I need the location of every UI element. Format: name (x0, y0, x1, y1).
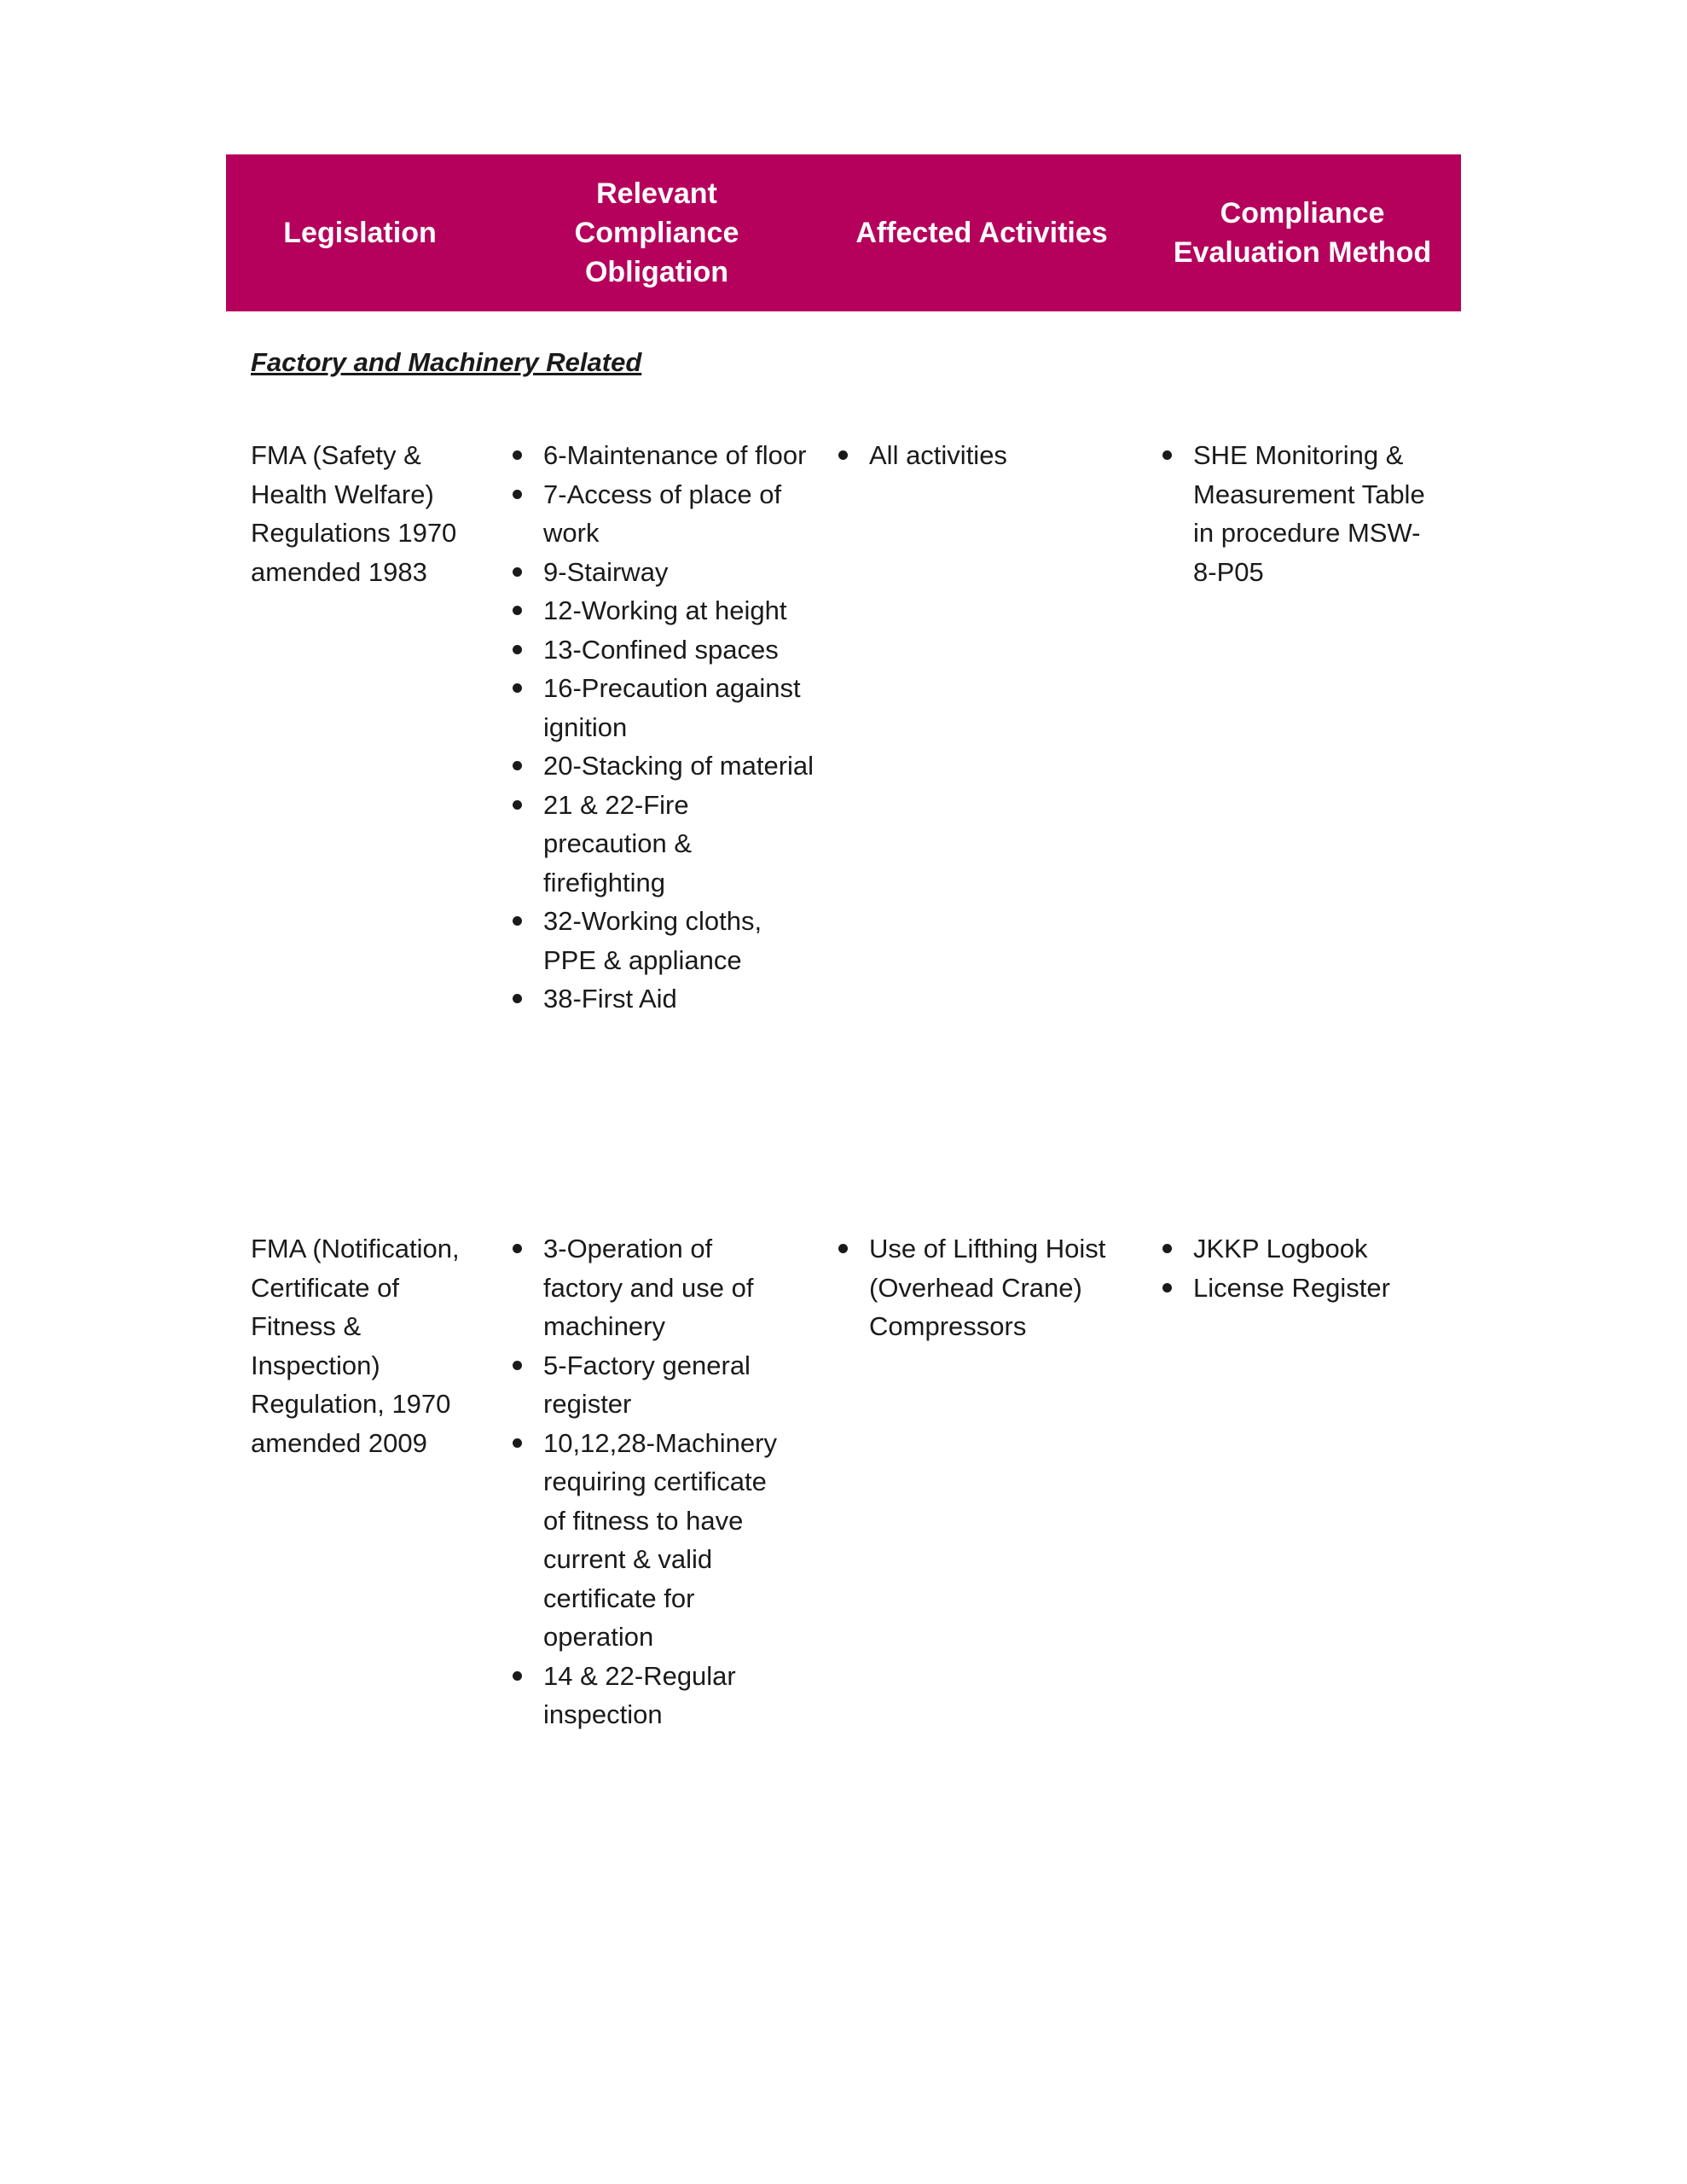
list-item (1144, 1269, 1461, 1308)
obligation-text: 6-Maintenance of floor (543, 440, 807, 470)
bullet-icon (513, 1671, 522, 1681)
activities-list (820, 436, 1144, 475)
obligation-text: 16-Precaution against ignition (543, 673, 801, 742)
list-item (494, 475, 820, 553)
obligation-text: 9-Stairway (543, 556, 669, 587)
bullet-icon (1162, 1244, 1172, 1253)
list-item (1144, 436, 1461, 591)
list-item (494, 553, 820, 592)
bullet-icon (513, 606, 522, 615)
methods-list (1144, 1229, 1461, 1307)
bullet-icon (513, 761, 522, 770)
list-item (494, 746, 820, 786)
obligation-text: 10,12,28-Machinery requiring certificate of fitness to have current & valid certificate for operation (543, 1427, 777, 1652)
bullet-icon (838, 450, 848, 460)
list-item (494, 669, 820, 746)
list-item (494, 591, 820, 630)
table-header (226, 154, 1461, 311)
list-item (494, 1424, 820, 1657)
activity-text: All activities (869, 440, 1007, 470)
bullet-icon (838, 1244, 848, 1253)
bullet-icon (1162, 1283, 1172, 1292)
method-text: SHE Monitoring & Measurement Table in procedure MSW-8-P05 (1193, 440, 1425, 587)
header-evaluation-method: Compliance Evaluation Method (1173, 197, 1432, 269)
obligation-text: 20-Stacking of material (543, 751, 815, 781)
header-legislation: Legislation (283, 217, 437, 249)
obligation-text: 21 & 22-Fire precaution & firefighting (543, 789, 693, 897)
section-title: Factory and Machinery Related (251, 347, 642, 377)
bullet-icon (513, 490, 522, 499)
obligation-text: 7-Access of place of work (543, 479, 782, 548)
list-item (1144, 1229, 1461, 1269)
activities-cell (820, 436, 1144, 475)
bullet-icon (513, 645, 522, 654)
obligation-text: 3-Operation of factory and use of machinery (543, 1234, 754, 1341)
list-item (494, 979, 820, 1019)
obligations-cell (494, 1229, 820, 1734)
legislation-cell: FMA (Safety & Health Welfare) Regulations 1970 amended 1983 (251, 440, 457, 587)
obligation-text: 12-Working at height (543, 595, 787, 625)
activities-cell (820, 1229, 1144, 1346)
methods-cell (1144, 1229, 1461, 1307)
bullet-icon (513, 1361, 522, 1370)
bullet-icon (513, 1438, 522, 1448)
table-row (226, 436, 1461, 1019)
header-affected-activities: Affected Activities (855, 217, 1108, 249)
obligations-list (494, 1229, 820, 1734)
table-row (226, 1229, 1461, 1734)
methods-list (1144, 436, 1461, 591)
activity-text: Use of Lifthing Hoist (Overhead Crane) Compressors (869, 1234, 1106, 1341)
bullet-icon (513, 800, 522, 810)
compliance-table (226, 154, 1461, 1729)
list-item (494, 902, 820, 979)
obligations-cell (494, 436, 820, 1019)
list-item (494, 786, 820, 903)
bullet-icon (513, 567, 522, 577)
activities-list (820, 1229, 1144, 1346)
method-text: JKKP Logbook (1193, 1234, 1368, 1263)
obligation-text: 14 & 22-Regular inspection (543, 1660, 736, 1729)
bullet-icon (513, 994, 522, 1003)
obligation-text: 38-First Aid (543, 984, 677, 1014)
bullet-icon (513, 683, 522, 693)
obligation-text: 13-Confined spaces (543, 634, 779, 665)
obligations-list (494, 436, 820, 1019)
methods-cell (1144, 436, 1461, 591)
bullet-icon (513, 450, 522, 460)
list-item (820, 1229, 1144, 1346)
list-item (494, 436, 820, 475)
list-item (494, 1657, 820, 1734)
bullet-icon (1162, 450, 1172, 460)
bullet-icon (513, 1244, 522, 1253)
list-item (494, 1346, 820, 1424)
legislation-cell: FMA (Notification, Certificate of Fitness & Inspection) Regulation, 1970 amended 2009 (251, 1234, 460, 1458)
obligation-text: 32-Working cloths, PPE & appliance (543, 906, 762, 975)
header-compliance-obligation: Relevant Compliance Obligation (574, 177, 739, 288)
obligation-text: 5-Factory general register (543, 1350, 751, 1419)
method-text: License Register (1193, 1272, 1390, 1303)
list-item (494, 630, 820, 670)
bullet-icon (513, 916, 522, 926)
list-item (820, 436, 1144, 475)
list-item (494, 1229, 820, 1346)
